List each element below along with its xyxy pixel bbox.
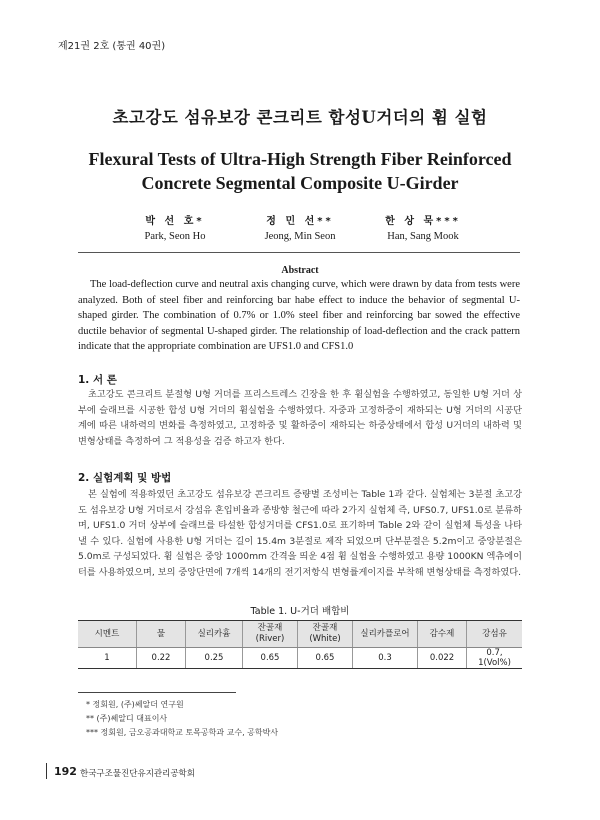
table-header-cell: 실리카플로어 — [353, 621, 418, 648]
footnote-1: * 정회원, (주)쎄알더 연구원 — [86, 700, 184, 709]
table-header-row — [78, 621, 522, 648]
title-en-line-1: Flexural Tests of Ultra-High Strength Fiber Reinforced — [88, 149, 512, 169]
header-line: 잔골재 — [257, 623, 283, 633]
title-en-line-2: Concrete Segmental Composite U-Girder — [141, 173, 459, 193]
author-divider-rule — [78, 252, 520, 253]
table-cell: 0.022 — [418, 648, 467, 669]
table-cell: 0.22 — [137, 648, 186, 669]
table-header-cell — [243, 621, 298, 648]
page-number: 192 — [54, 765, 77, 778]
section-2-body: 본 실험에 적용하였던 초고강도 섬유보강 콘크리트 증량별 조성비는 Table 1과 같다. 실험체는 3분절 초고강도 섬유보강 U형 거더로서 강섬유 혼입비율과 종방향 철근에 따라 2가지 실험체 즉, UFS0.7, UFS1.0로 분류하며, UFS1.0 거더 상부에 슬래브를 타설한 합성거더를 CFS1.0로 표기하며 Table 2와 같이 실험체 특성을 나타낼 수 있다. 실험에 사용한 U형 거더는 길이 15.4m 3분절로 제작 되었으며 단부분절은 5.2m이고 중앙분절은 5.0m로 구성되었다. 휨 실험은 중앙 1000mm 간격을 띄운 4점 휨 실험을 수행하였고 용량 1000KN 엑츄에이터를 사용하였으며, 보의 중앙단면에 7개씩 14개의 전기저항식 변형률게이지를 부착해 변형상태를 측정하였다. — [78, 489, 522, 578]
table-row — [78, 648, 522, 669]
paper-title-korean: 초고강도 섬유보강 콘크리트 합성U거더의 휨 실험 — [112, 108, 488, 127]
table-cell: 0.7, 1(Vol%) — [467, 648, 523, 669]
abstract-body: The load-deflection curve and neutral axis changing curve, which were drawn by data from tests were analyzed. Both of steel fiber and reinforcing bar habe effect to induce the behavior of segmental U-shaped girder. The combination of 0.7% or 1.0% steel fiber and reinforcing bar sowed the effective ductile behavior of segmental U-shaped girder. The relationship of load-deflection and the crack pattern indicate that the appropriate combination are UFS1.0 and CFS1.0 — [78, 279, 520, 352]
table-header-cell: 감수제 — [418, 621, 467, 648]
author-3 — [343, 212, 503, 242]
table-header-cell: 실리카흄 — [186, 621, 243, 648]
table-header-cell: 시멘트 — [78, 621, 137, 648]
footnote-3: *** 정회원, 금오공과대학교 토목공학과 교수, 공학박사 — [86, 728, 279, 737]
header-line: (White) — [309, 634, 341, 644]
author-1-name-ko: 박 선 호* — [145, 216, 205, 227]
journal-issue-header: 제21권 2호 (통권 40권) — [58, 41, 166, 52]
author-3-name-ko: 한 상 묵*** — [385, 216, 461, 227]
section-1-body: 초고강도 콘크리트 분절형 U형 거더를 프리스트레스 긴장을 한 후 휨실험을 수행하였고, 동일한 U형 거더 상부에 슬래브를 시공한 합성 U형 거더의 휨실험을 수행하였다. 자중과 고정하중이 재하되는 U형 거더의 시공단계에 따른 내하력의 변화를 측정하였고, 고정하중 및 활하중이 재하되는 하중상태에서 합성 U거더의 내하력 및 변형상태를 측정하여 그 적용성을 검증 하고자 한다. — [78, 389, 522, 447]
table-cell: 0.65 — [243, 648, 298, 669]
author-3-name-en: Han, Sang Mook — [387, 231, 459, 242]
journal-name-footer: 한국구조물진단유지관리공학회 — [80, 769, 195, 779]
author-1-name-en: Park, Seon Ho — [144, 231, 206, 242]
table-header-cell: 강섬유 — [467, 621, 523, 648]
author-2-name-ko: 정 민 선** — [266, 216, 334, 227]
table-header-cell — [298, 621, 353, 648]
footnote-2: ** (주)쎄알디 대표이사 — [86, 714, 168, 723]
mix-proportion-table — [78, 620, 522, 669]
footnote-divider — [78, 692, 236, 693]
section-1-heading: 1. 서 론 — [78, 374, 117, 386]
table-cell: 0.65 — [298, 648, 353, 669]
paper-title-english — [0, 147, 600, 195]
table-cell: 0.25 — [186, 648, 243, 669]
table-cell: 1 — [78, 648, 137, 669]
table-cell: 0.3 — [353, 648, 418, 669]
page-number-bar — [46, 763, 47, 779]
author-2-name-en: Jeong, Min Seon — [264, 231, 336, 242]
table-header-cell: 물 — [137, 621, 186, 648]
table-1-caption: Table 1. U-거더 배합비 — [250, 606, 350, 617]
header-line: (River) — [255, 634, 285, 644]
header-line: 잔골재 — [312, 623, 338, 633]
section-2-heading: 2. 실험계획 및 방법 — [78, 472, 172, 484]
abstract-heading: Abstract — [281, 265, 319, 276]
